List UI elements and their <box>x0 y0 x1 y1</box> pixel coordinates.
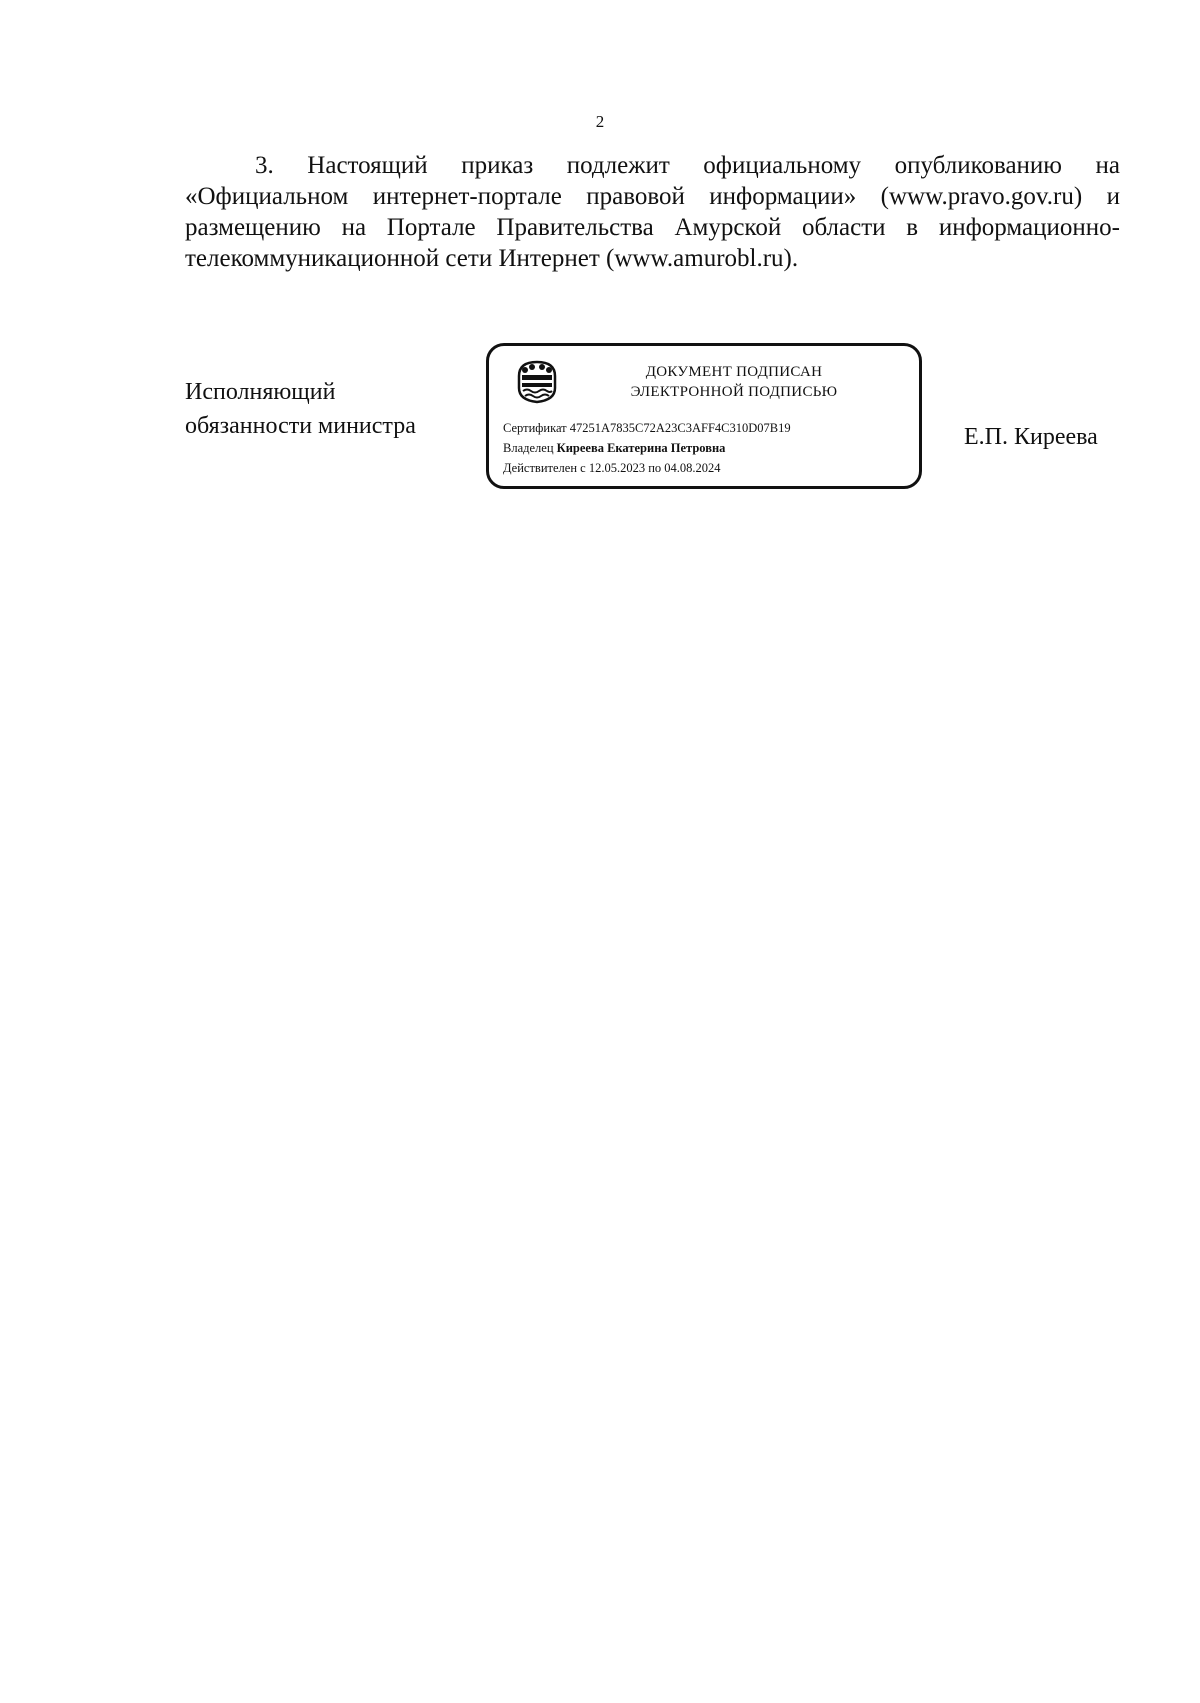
signer-title <box>185 375 416 443</box>
owner-value: Киреева Екатерина Петровна <box>556 441 726 455</box>
coat-of-arms-icon <box>516 358 558 404</box>
stamp-details <box>503 418 791 478</box>
owner-label: Владелец <box>503 441 554 455</box>
body-paragraph: 3. Настоящий приказ подлежит официальному опубликованию на «Официальном интернет-портале правовой информации» (www.pravo.gov.ru) и размещению на Портале Правительства Амурской области в информационно-телекоммуникационной сети Интернет (www.amurobl.ru). <box>185 152 1120 272</box>
signer-title-line2: обязанности министра <box>185 413 416 439</box>
certificate-value: 47251A7835C72A23C3AFF4C310D07B19 <box>569 421 791 435</box>
valid-to-label: по <box>648 461 662 475</box>
electronic-signature-stamp <box>486 343 922 489</box>
validity-row <box>503 458 791 478</box>
valid-from-label: с <box>580 461 586 475</box>
certificate-row <box>503 418 791 438</box>
valid-label: Действителен <box>503 461 578 475</box>
stamp-header-line2: ЭЛЕКТРОННОЙ ПОДПИСЬЮ <box>630 384 838 400</box>
stamp-header-line1: ДОКУМЕНТ ПОДПИСАН <box>645 364 823 380</box>
owner-row <box>503 438 791 458</box>
signer-title-line1: Исполняющий <box>185 379 336 405</box>
stamp-header <box>569 362 899 402</box>
valid-to-date: 04.08.2024 <box>664 461 721 475</box>
valid-from-date: 12.05.2023 <box>588 461 646 475</box>
page-number: 2 <box>595 112 605 131</box>
signer-name: Е.П. Киреева <box>964 424 1098 450</box>
certificate-label: Сертификат <box>503 421 567 435</box>
